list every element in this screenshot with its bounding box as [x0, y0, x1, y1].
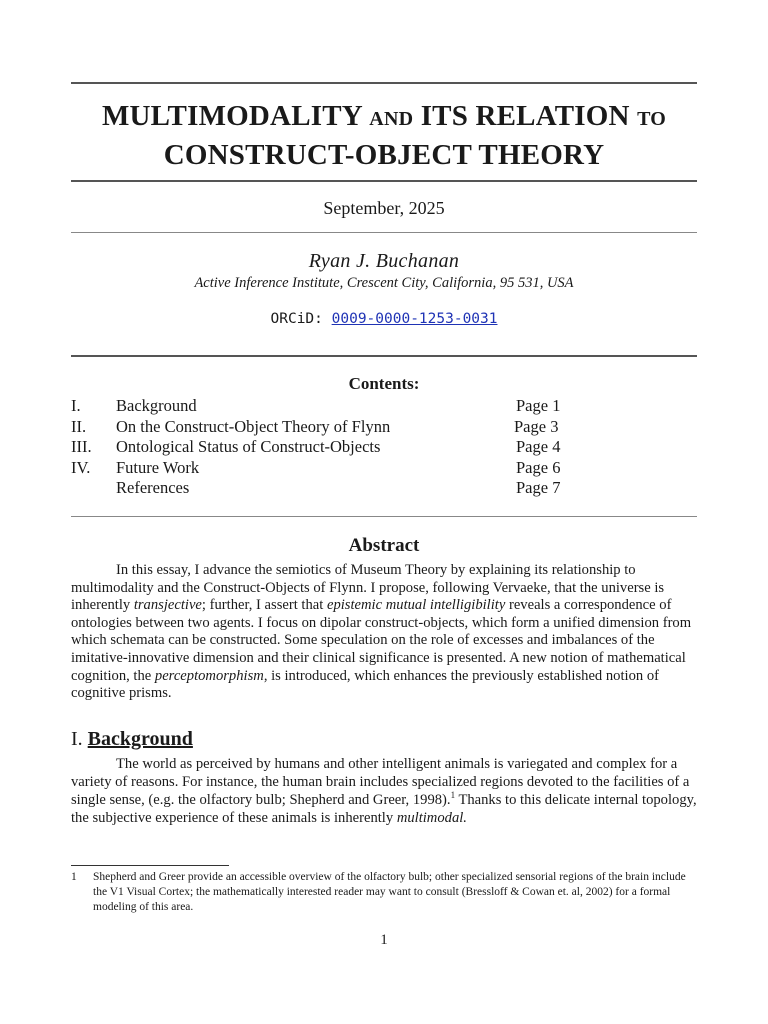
abstract-text: ; further, I assert that: [201, 597, 327, 614]
toc-page: Page 7: [516, 478, 561, 497]
abstract-emphasis: perceptomorphism: [154, 667, 264, 684]
orcid-line: [71, 311, 697, 327]
title-line-1: [71, 98, 697, 137]
toc-number: IV.: [71, 457, 91, 477]
section-heading: [71, 728, 193, 751]
section-text: The world as perceived by humans and other intelligent animals is variegated and complex for a variety of reasons. For instance, the human brain includes specialized regions devoted to the facilities of a single sense, (e.g. the olfactory bulb; Shepherd and Greer, 1998).: [71, 756, 690, 808]
toc-row[interactable]: [71, 396, 697, 417]
section-title: Background: [87, 728, 193, 750]
abstract-emphasis: transjective: [133, 597, 202, 614]
footnote-reference[interactable]: 1: [450, 790, 456, 801]
footnote-rule: [71, 865, 229, 866]
toc-page: Page 4: [516, 437, 561, 456]
paper-title: [71, 98, 697, 173]
author-affiliation: Active Inference Institute, Crescent City, California, 95 531, USA: [194, 275, 574, 291]
title-bottom-rule: [71, 180, 697, 182]
toc-title: Ontological Status of Construct-Objects: [116, 437, 381, 456]
date-rule: [71, 232, 697, 233]
abstract-text: , is introduced, which enhances the previously established notion of cognitive prisms.: [71, 667, 659, 702]
toc-number: II.: [71, 416, 87, 436]
toc-row[interactable]: [71, 458, 697, 479]
section-emphasis: multimodal.: [396, 810, 467, 826]
title-line-2: CONSTRUCT-OBJECT THEORY: [163, 139, 605, 171]
top-rule: [71, 82, 697, 84]
abstract-text: reveals a correspondence of ontologies between two agents. I focus on dipolar construct-objects, which form a unified dimension from which schemata can be constructed. Some speculation on the role of excesses and imbalances of the imitative-innovative dimension and their clinical significance is presented. A new notion of mathematical cognition, the: [71, 597, 692, 684]
title-word-small: AND: [369, 108, 414, 130]
footnote-text: Shepherd and Greer provide an accessible overview of the olfactory bulb; other specialized sensorial regions of the brain include the V1 Visual Cortex; the mathematically interested reader may want to consult (Bressloff & Cowan et. al, 2002) for a formal modeling of this area.: [93, 871, 686, 913]
footnote-number: 1: [71, 871, 77, 883]
contents-heading: Contents:: [348, 374, 420, 393]
publication-date: September, 2025: [323, 198, 445, 218]
section-text: Thanks to this delicate internal topology, the subjective experience of these animals is inherently: [71, 792, 697, 826]
abstract-heading: Abstract: [348, 535, 420, 556]
author-name: Ryan J. Buchanan: [308, 250, 460, 272]
page-number: 1: [380, 932, 388, 948]
abstract-emphasis: epistemic mutual intelligibility: [326, 597, 506, 614]
abstract-text: In this essay, I advance the semiotics of Museum Theory by explaining its relationship to multimodality and the Construct-Objects of Flynn. I propose, following Vervaeke, that the universe is inherently: [71, 562, 665, 614]
toc-title: Future Work: [116, 457, 200, 477]
footnote: [71, 870, 697, 915]
header-bottom-rule: [71, 355, 697, 357]
abstract-body: [71, 562, 697, 703]
toc-number: I.: [71, 396, 81, 415]
toc-page: Page 1: [516, 396, 561, 415]
section-number: I.: [71, 728, 83, 750]
toc-title: References: [116, 478, 190, 497]
toc-row[interactable]: [71, 478, 697, 499]
toc-title: On the Construct-Object Theory of Flynn: [116, 416, 391, 436]
toc-row[interactable]: [71, 437, 697, 458]
title-word: MULTIMODALITY: [101, 100, 362, 132]
toc-title: Background: [116, 396, 197, 415]
title-word-small: TO: [637, 108, 667, 130]
orcid-label: ORCiD:: [270, 311, 323, 327]
toc-page: Page 3: [514, 416, 559, 436]
table-of-contents: [71, 396, 697, 499]
orcid-link[interactable]: 0009-0000-1253-0031: [331, 311, 498, 327]
toc-page: Page 6: [516, 457, 561, 477]
toc-row[interactable]: [71, 417, 697, 438]
toc-number: III.: [71, 437, 92, 456]
title-word: ITS RELATION: [420, 100, 630, 132]
section-body: [71, 755, 697, 827]
contents-bottom-rule: [71, 516, 697, 517]
